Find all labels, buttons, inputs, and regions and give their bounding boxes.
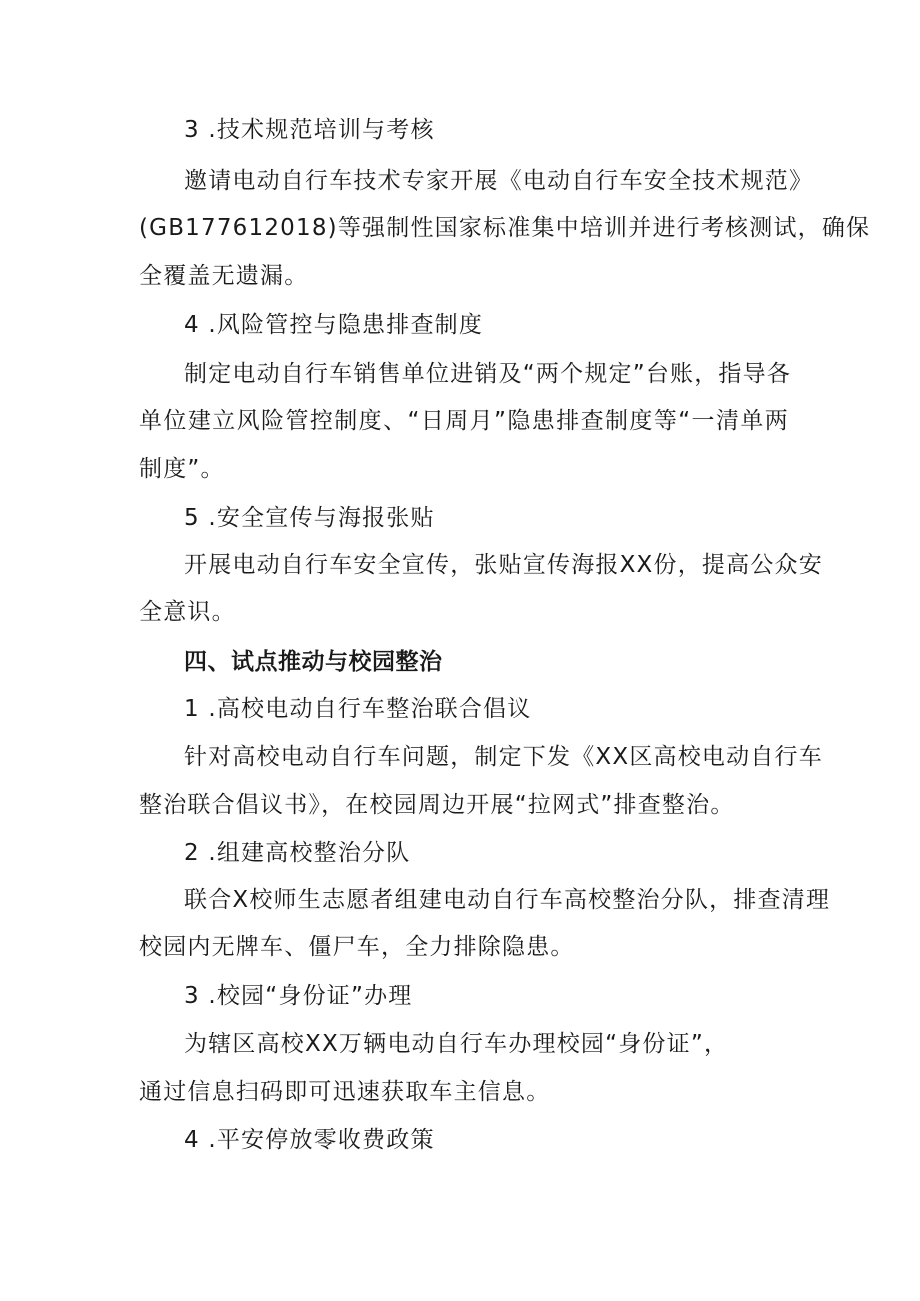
paragraph-line: 通过信息扫码即可迅速获取车主信息。 (139, 1079, 551, 1105)
paragraph-line: 联合X校师生志愿者组建电动自行车高校整治分队，排查清理 (184, 887, 831, 913)
paragraph-line: 针对高校电动自行车问题，制定下发《XX区高校电动自行车 (184, 744, 823, 770)
paragraph-line: 为辖区高校XX万辆电动自行车办理校园“身份证”， (184, 1031, 729, 1057)
subheading-risk-control: 4 .风险管控与隐患排查制度 (184, 312, 484, 338)
paragraph-line: 全意识。 (139, 599, 236, 625)
subheading-tech-training: 3 .技术规范培训与考核 (184, 117, 435, 143)
paragraph-line: (GB177612018)等强制性国家标准集中培训并进行考核测试，确保 (139, 215, 871, 241)
paragraph-line: 整治联合倡议书》，在校园周边开展“拉网式”排查整治。 (139, 792, 735, 818)
paragraph-line: 制度”。 (139, 456, 225, 482)
subheading-joint-initiative: 1 .高校电动自行车整治联合倡议 (184, 696, 532, 722)
subheading-campus-id: 3 .校园“身份证”办理 (184, 983, 413, 1009)
subheading-safety-publicity: 5 .安全宣传与海报张贴 (184, 505, 435, 531)
section-heading-campus: 四、试点推动与校园整治 (184, 649, 443, 675)
paragraph-line: 制定电动自行车销售单位进销及“两个规定”台账，指导各 (184, 361, 792, 387)
paragraph-line: 单位建立风险管控制度、“日周月”隐患排查制度等“一清单两 (139, 408, 789, 434)
subheading-free-parking: 4 .平安停放零收费政策 (184, 1127, 435, 1153)
paragraph-line: 校园内无牌车、僵尸车，全力排除隐患。 (139, 934, 575, 960)
paragraph-line: 开展电动自行车安全宣传，张贴宣传海报XX份，提高公众安 (184, 552, 823, 578)
paragraph-line: 邀请电动自行车技术专家开展《电动自行车安全技术规范》 (184, 168, 814, 194)
subheading-campus-team: 2 .组建高校整治分队 (184, 840, 411, 866)
paragraph-line: 全覆盖无遗漏。 (139, 263, 309, 289)
